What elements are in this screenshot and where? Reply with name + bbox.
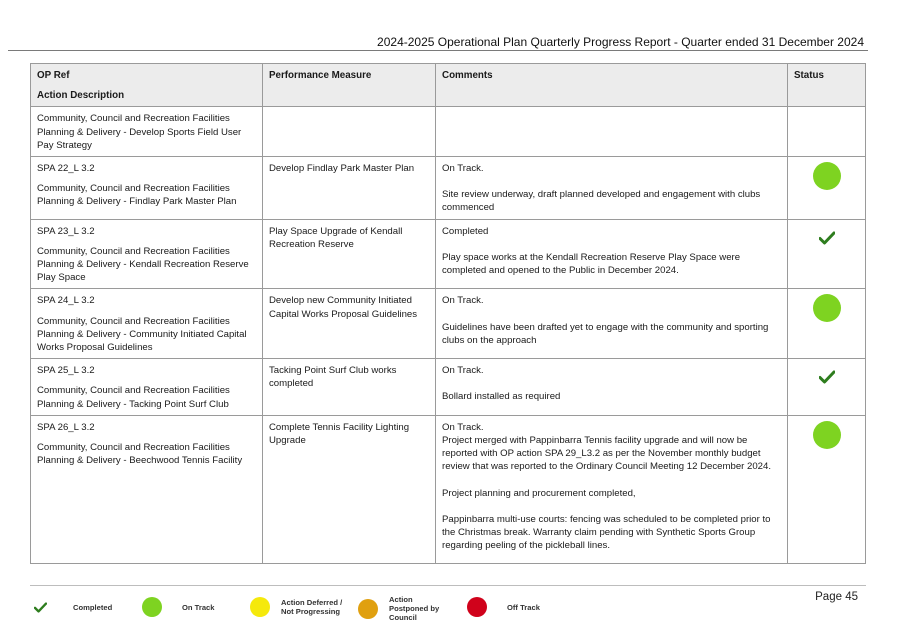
- comment-detail: Bollard installed as required: [442, 391, 561, 403]
- op-ref-cell: [31, 289, 263, 359]
- comments-cell: [436, 415, 788, 563]
- op-ref-cell: [31, 219, 263, 289]
- check-icon: [819, 231, 835, 245]
- table-row: [31, 289, 866, 359]
- legend-label: Action Postponed by Council: [389, 595, 440, 622]
- comment-paragraph: Project merged with Pappinbarra Tennis facility upgrade and will now be reported with OP action SPA 29_L3.2 as per the November monthly budget review that was reported to the Ordinary Council Meeting 12 December 2024.: [442, 435, 772, 473]
- report-title: 2024-2025 Operational Plan Quarterly Progress Report - Quarter ended 31 December 2024: [377, 35, 864, 49]
- check-icon: [819, 370, 835, 384]
- table-row: [31, 107, 866, 157]
- yellow-circle-icon: [250, 597, 270, 617]
- status-legend: [30, 592, 590, 632]
- comment-status: On Track.: [442, 421, 484, 433]
- on-track-status-icon: [813, 294, 841, 322]
- table-row: [31, 157, 866, 220]
- legend-item-on-track: [142, 597, 215, 617]
- op-ref: SPA 26_L 3.2: [37, 421, 95, 433]
- performance-measure-cell: [263, 107, 436, 157]
- comment-status: On Track.: [442, 365, 484, 377]
- status-cell: [788, 107, 866, 157]
- op-ref-cell: [31, 157, 263, 220]
- red-circle-icon: [467, 597, 487, 617]
- status-cell: [788, 359, 866, 416]
- action-description: Community, Council and Recreation Facilities Planning & Delivery - Findlay Park Master Plan: [37, 183, 237, 208]
- op-ref: SPA 24_L 3.2: [37, 295, 95, 307]
- table-header-row: [31, 64, 866, 107]
- action-description: Community, Council and Recreation Facilities Planning & Delivery - Tacking Point Surf Club: [37, 385, 230, 410]
- comments-cell: [436, 359, 788, 416]
- table-row: [31, 359, 866, 416]
- op-ref-cell: [31, 359, 263, 416]
- legend-item-off-track: [467, 597, 540, 617]
- comment-paragraph: Pappinbarra multi-use courts: fencing was scheduled to be completed prior to the Christmas break. Warranty claim pending with Synthetic Sports Group regarding peeling of the pickleball lines.: [442, 513, 771, 552]
- page-number: Page 45: [815, 591, 858, 603]
- legend-item-deferred: [250, 597, 347, 617]
- status-cell: [788, 415, 866, 563]
- performance-measure-header: Performance Measure: [263, 64, 436, 107]
- action-description: Community, Council and Recreation Facilities Planning & Delivery - Community Initiated Capital Works Proposal Guidelines: [37, 315, 247, 354]
- on-track-status-icon: [813, 421, 841, 449]
- performance-measure-cell: Tacking Point Surf Club works completed: [263, 359, 436, 416]
- legend-label: On Track: [182, 602, 215, 612]
- header-divider: [8, 50, 868, 51]
- table-row: [31, 415, 866, 563]
- status-cell: [788, 219, 866, 289]
- comments-header: Comments: [436, 64, 788, 107]
- green-circle-icon: [142, 597, 162, 617]
- amber-circle-icon: [358, 599, 378, 619]
- op-ref-header: [31, 64, 263, 107]
- op-ref-cell: [31, 415, 263, 563]
- legend-item-completed: [34, 602, 112, 613]
- status-cell: [788, 157, 866, 220]
- comment-detail: Play space works at the Kendall Recreation Reserve Play Space were completed and opened to the Public in December 2024.: [442, 251, 741, 277]
- comment-status: Completed: [442, 225, 489, 237]
- op-ref-cell: [31, 107, 263, 157]
- legend-item-postponed: [358, 595, 441, 622]
- legend-label: Action Deferred / Not Progressing: [281, 598, 343, 616]
- op-ref: SPA 23_L 3.2: [37, 225, 95, 237]
- action-description: Community, Council and Recreation Facilities Planning & Delivery - Beechwood Tennis Facility: [37, 442, 243, 467]
- op-ref-header-label: OP Ref: [37, 70, 70, 81]
- op-ref: SPA 25_L 3.2: [37, 365, 95, 377]
- performance-measure-cell: Play Space Upgrade of Kendall Recreation Reserve: [263, 219, 436, 289]
- progress-table: [30, 63, 866, 564]
- on-track-status-icon: [813, 162, 841, 190]
- action-description-header-label: Action Description: [37, 90, 125, 102]
- check-icon: [34, 602, 47, 613]
- comment-detail: Site review underway, draft planned developed and engagement with clubs commenced: [442, 189, 761, 214]
- legend-label: Off Track: [507, 602, 540, 612]
- comments-cell: [436, 289, 788, 359]
- performance-measure-cell: Develop Findlay Park Master Plan: [263, 157, 436, 220]
- comments-cell: [436, 107, 788, 157]
- comment-status: On Track.: [442, 163, 484, 175]
- performance-measure-cell: Develop new Community Initiated Capital Works Proposal Guidelines: [263, 289, 436, 359]
- op-ref: SPA 22_L 3.2: [37, 163, 95, 175]
- action-description: Community, Council and Recreation Facilities Planning & Delivery - Develop Sports Field User Pay Strategy: [37, 113, 242, 151]
- comments-cell: [436, 219, 788, 289]
- legend-label: Completed: [73, 603, 113, 612]
- comments-cell: [436, 157, 788, 220]
- footer-divider: [30, 585, 866, 586]
- performance-measure-cell: Complete Tennis Facility Lighting Upgrade: [263, 415, 436, 563]
- comment-paragraph: Project planning and procurement completed,: [442, 487, 636, 499]
- status-header: Status: [788, 64, 866, 107]
- table-row: [31, 219, 866, 289]
- status-cell: [788, 289, 866, 359]
- comment-detail: Guidelines have been drafted yet to engage with the community and sporting clubs on the approach: [442, 321, 769, 346]
- comment-status: On Track.: [442, 295, 484, 307]
- action-description: Community, Council and Recreation Facilities Planning & Delivery - Kendall Recreation Reserve Play Space: [37, 245, 249, 284]
